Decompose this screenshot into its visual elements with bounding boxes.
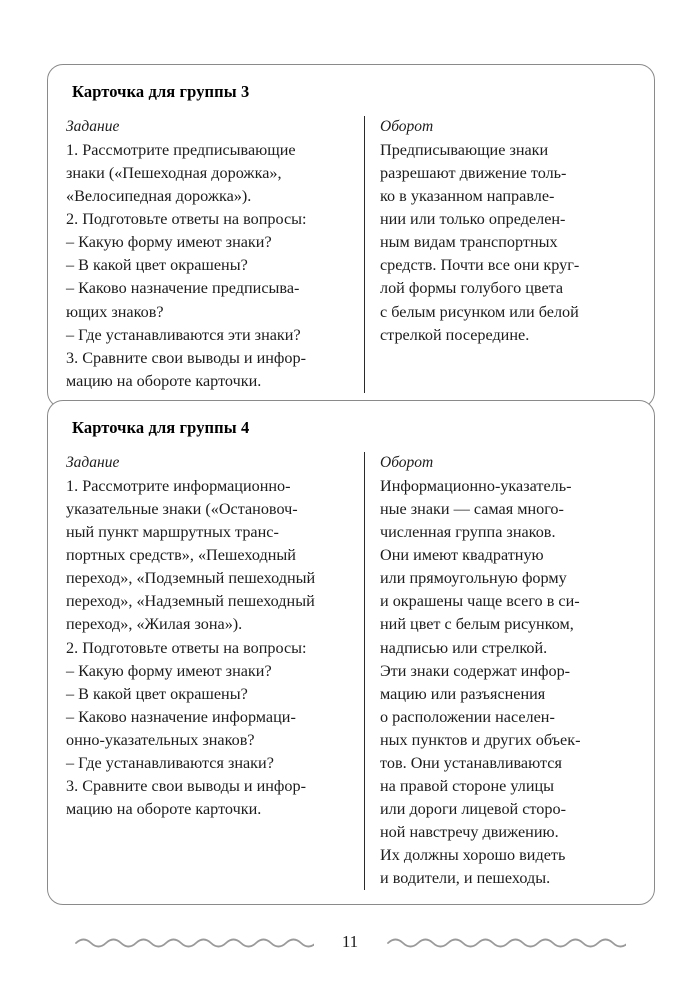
text-line: ко в указанном направле-: [380, 187, 555, 206]
group-card-4: [47, 400, 655, 905]
text-line: стрелкой посередине.: [380, 325, 530, 344]
task-lines: [66, 139, 350, 393]
page-footer: [0, 922, 700, 962]
card-title: Карточка для группы 4: [72, 418, 250, 437]
card-body: [66, 116, 636, 393]
text-line: указательные знаки («Остановоч-: [66, 500, 298, 519]
text-line: ний цвет с белым рисунком,: [380, 615, 574, 634]
text-line: Предписывающие знаки: [380, 141, 549, 159]
text-line: ной навстречу движению.: [380, 823, 559, 842]
task-lines: [66, 475, 350, 821]
card-back-column: [365, 452, 627, 890]
text-line: 1. Рассмотрите информационно-: [66, 477, 291, 495]
text-line: – Где устанавливаются знаки?: [66, 753, 274, 772]
text-line: о расположении населен-: [380, 707, 555, 726]
page-number: 11: [341, 932, 359, 951]
text-line: – В какой цвет окрашены?: [66, 684, 248, 703]
text-line: ный пункт маршрутных транс-: [66, 523, 279, 542]
text-line: переход», «Жилая зона»).: [66, 615, 243, 634]
text-line: – Каково назначение предписыва-: [66, 279, 300, 298]
text-line: переход», «Подземный пешеходный: [66, 569, 316, 588]
text-line: разрешают движение толь-: [380, 164, 567, 183]
text-line: – Каково назначение информаци-: [66, 707, 296, 726]
text-line: 2. Подготовьте ответы на вопросы:: [66, 210, 307, 229]
text-line: мацию или разъяснения: [380, 684, 546, 703]
wavy-rule-right-icon: [386, 935, 626, 949]
text-line: и окрашены чаще всего в си-: [380, 592, 580, 611]
text-line: «Велосипедная дорожка»).: [66, 187, 252, 206]
text-line: мацию на обороте карточки.: [66, 800, 262, 819]
back-label: Оборот: [380, 454, 434, 471]
text-line: нии или только определен-: [380, 210, 566, 229]
text-line: 1. Рассмотрите предписывающие: [66, 141, 296, 159]
group-card-3: [47, 64, 655, 408]
back-label: Оборот: [380, 118, 434, 135]
text-line: тов. Они устанавливаются: [380, 753, 562, 772]
text-line: знаки («Пешеходная дорожка»,: [66, 164, 282, 183]
text-line: 3. Сравните свои выводы и инфор-: [66, 348, 306, 367]
text-line: онно-указательных знаков?: [66, 730, 255, 749]
text-line: ных пунктов и других объек-: [380, 730, 581, 749]
text-line: на правой стороне улицы: [380, 777, 555, 796]
text-line: или прямоугольную форму: [380, 569, 567, 588]
text-line: ные знаки — самая много-: [380, 500, 564, 519]
text-line: Они имеют квадратную: [380, 546, 544, 565]
text-line: – Какую форму имеют знаки?: [66, 233, 272, 252]
text-line: ющих знаков?: [66, 302, 164, 321]
text-line: лой формы голубого цвета: [380, 279, 564, 298]
text-line: 2. Подготовьте ответы на вопросы:: [66, 638, 307, 657]
text-line: или дороги лицевой сторо-: [380, 800, 566, 819]
text-line: с белым рисунком или белой: [380, 302, 579, 321]
back-lines: [380, 139, 627, 347]
task-label: Задание: [66, 118, 120, 135]
text-line: переход», «Надземный пешеходный: [66, 592, 315, 611]
text-line: – В какой цвет окрашены?: [66, 256, 248, 275]
text-line: 3. Сравните свои выводы и инфор-: [66, 777, 306, 796]
card-task-column: [66, 116, 364, 393]
text-line: Информационно-указатель-: [380, 477, 572, 495]
text-line: – Где устанавливаются эти знаки?: [66, 325, 301, 344]
back-lines: [380, 475, 627, 890]
text-line: и водители, и пешеходы.: [380, 869, 551, 888]
text-line: надписью или стрелкой.: [380, 638, 548, 657]
task-label: Задание: [66, 454, 120, 471]
card-back-column: [365, 116, 627, 393]
text-line: Их должны хорошо видеть: [380, 846, 566, 865]
card-title: Карточка для группы 3: [72, 82, 250, 101]
text-line: ным видам транспортных: [380, 233, 558, 252]
card-body: [66, 452, 636, 890]
text-line: численная группа знаков.: [380, 523, 556, 542]
text-line: – Какую форму имеют знаки?: [66, 661, 272, 680]
text-line: Эти знаки содержат инфор-: [380, 661, 571, 680]
wavy-rule-left-icon: [74, 935, 314, 949]
card-task-column: [66, 452, 364, 890]
text-line: мацию на обороте карточки.: [66, 371, 262, 390]
text-line: средств. Почти все они круг-: [380, 256, 580, 275]
text-line: портных средств», «Пешеходный: [66, 546, 296, 565]
